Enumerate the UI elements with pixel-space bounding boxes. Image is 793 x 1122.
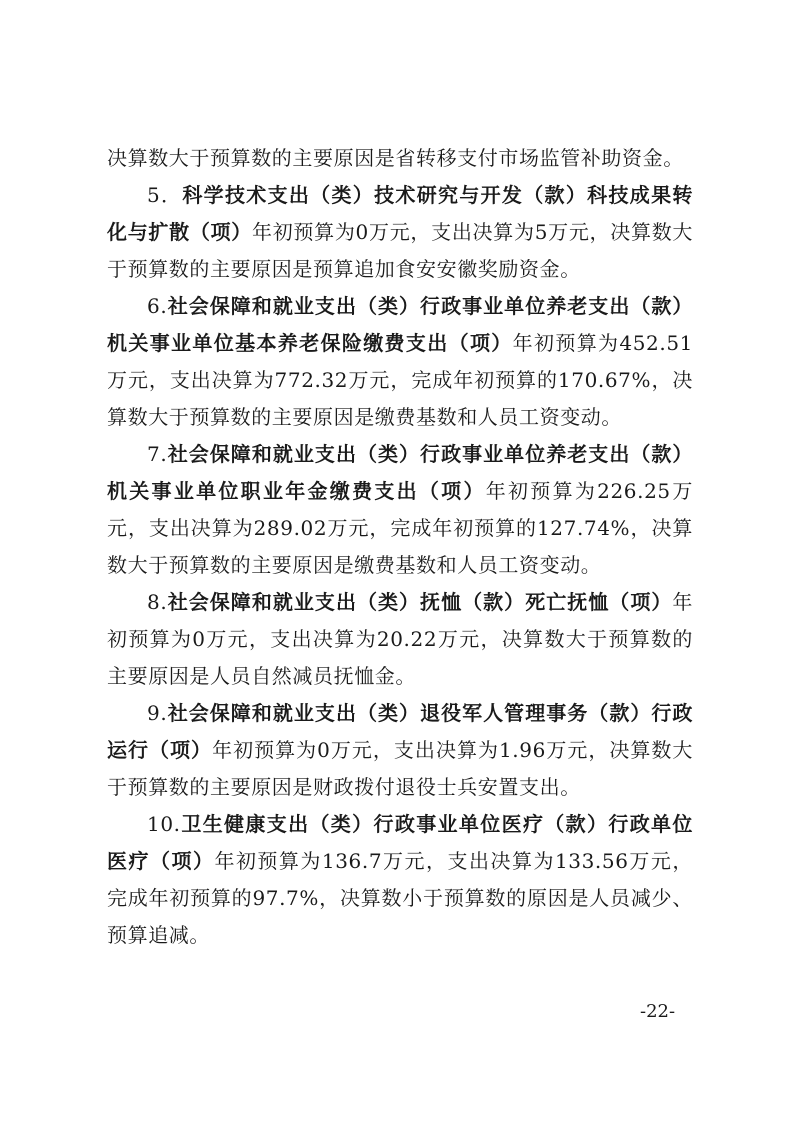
item-number: 10. [147, 812, 181, 836]
document-body [107, 140, 693, 954]
item-heading: 社会保障和就业支出（类）抚恤（款）死亡抚恤（项） [167, 590, 673, 614]
item-number: 9. [147, 701, 168, 725]
item-text: 年初预算为0万元，支出决算为20.22万元，决算数大于预算数的主要原因是人员自然减员抚恤金。 [107, 590, 693, 688]
item-text: 年初预算为226.25万元，支出决算为289.02万元，完成年初预算的127.74%，决算数大于预算数的主要原因是缴费基数和人员工资变动。 [107, 479, 694, 577]
item-heading: 社会保障和就业支出（类）行政事业单位养老支出（款）机关事业单位职业年金缴费支出（项） [107, 442, 693, 503]
item-number: 5． [147, 183, 183, 207]
paragraph-item-5 [107, 177, 693, 288]
item-number: 6. [147, 294, 168, 318]
item-text: 年初预算为452.51万元，支出决算为772.32万元，完成年初预算的170.67%，决算数大于预算数的主要原因是缴费基数和人员工资变动。 [107, 331, 693, 429]
item-heading: 卫生健康支出（类）行政事业单位医疗（款）行政单位医疗（项） [107, 812, 693, 873]
page-number: -22- [640, 1001, 676, 1022]
item-heading: 科学技术支出（类）技术研究与开发（款）科技成果转化与扩散（项） [107, 183, 693, 244]
paragraph-item-7 [107, 436, 693, 584]
paragraph-item-10 [107, 806, 693, 954]
item-text: 年初预算为0万元，支出决算为5万元，决算数大于预算数的主要原因是预算追加食安安徽奖励资金。 [107, 220, 694, 281]
item-number: 7. [147, 442, 168, 466]
paragraph-text: 决算数大于预算数的主要原因是省转移支付市场监管补助资金。 [107, 146, 684, 170]
item-text: 年初预算为0万元，支出决算为1.96万元，决算数大于预算数的主要原因是财政拨付退役士兵安置支出。 [107, 738, 694, 799]
item-heading: 社会保障和就业支出（类）行政事业单位养老支出（款）机关事业单位基本养老保险缴费支出（项） [107, 294, 693, 355]
paragraph-item-6 [107, 288, 693, 436]
item-heading: 社会保障和就业支出（类）退役军人管理事务（款）行政运行（项） [107, 701, 693, 762]
item-number: 8. [147, 590, 168, 614]
paragraph-item-8 [107, 584, 693, 695]
paragraph-continuation [107, 140, 693, 177]
item-text: 年初预算为136.7万元，支出决算为133.56万元，完成年初预算的97.7%，决算数小于预算数的原因是人员减少、预算追减。 [107, 849, 694, 947]
paragraph-item-9 [107, 695, 693, 806]
